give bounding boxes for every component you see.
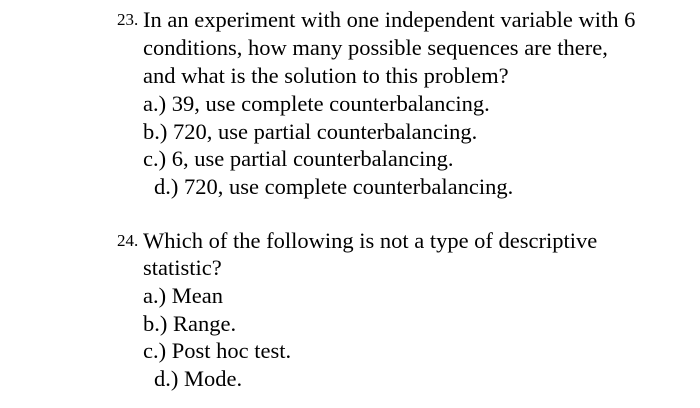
answer-option-d: d.) Mode. bbox=[154, 366, 243, 391]
answer-option-b: b.) Range. bbox=[143, 311, 237, 336]
question-stem-line: and what is the solution to this problem? bbox=[143, 63, 509, 88]
question-stem-line: Which of the following is not a type of descriptive bbox=[143, 228, 598, 253]
answer-option-c: c.) 6, use partial counterbalancing. bbox=[143, 146, 454, 171]
answer-option-c: c.) Post hoc test. bbox=[143, 338, 292, 363]
answer-option-a: a.) Mean bbox=[143, 283, 223, 308]
question-stem-line: In an experiment with one independent variable with 6 bbox=[143, 7, 636, 32]
answer-option-b: b.) 720, use partial counterbalancing. bbox=[143, 119, 478, 144]
question-number: 23. bbox=[117, 10, 139, 29]
answer-option-d: d.) 720, use complete counterbalancing. bbox=[154, 174, 514, 199]
answer-option-a: a.) 39, use complete counterbalancing. bbox=[143, 91, 490, 116]
question-stem-line: statistic? bbox=[143, 255, 222, 280]
question-number: 24. bbox=[117, 231, 139, 250]
question-stem-line: conditions, how many possible sequences are there, bbox=[143, 35, 608, 60]
